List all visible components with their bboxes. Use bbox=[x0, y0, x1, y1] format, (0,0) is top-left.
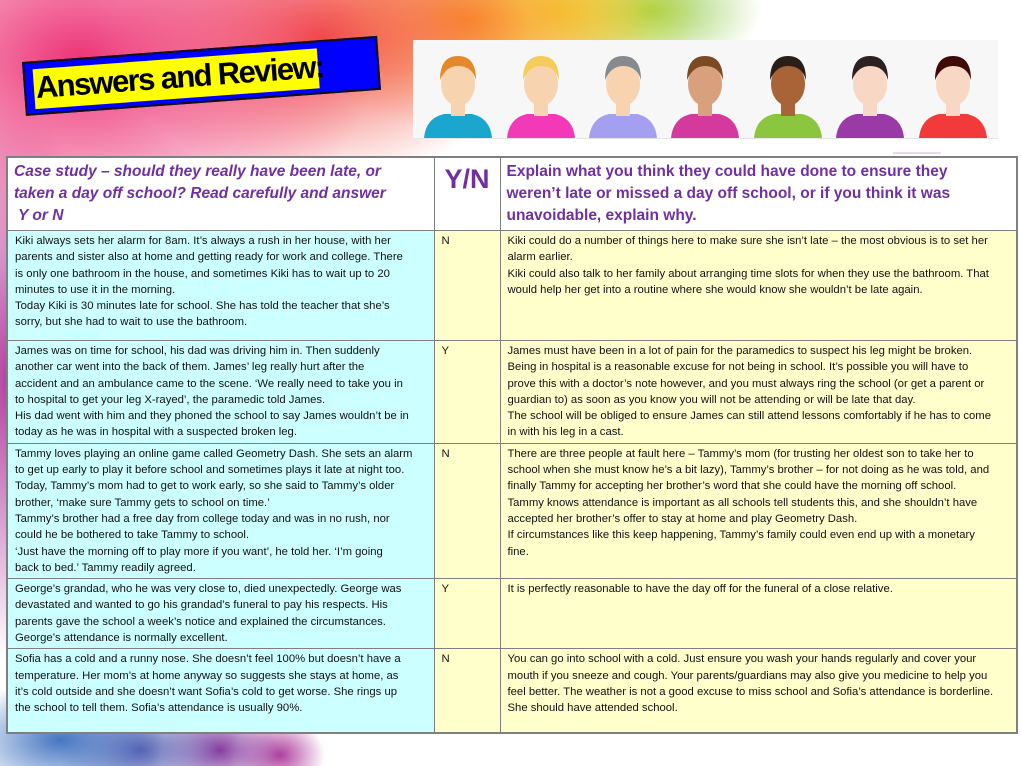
case-text-line: Tammy’s brother had a free day from college today and was in no rush, nor bbox=[15, 512, 390, 525]
case-study-cell bbox=[7, 443, 434, 578]
explanation-text-line: prove this with a doctor’s note however, and you must always ring the school (or get a parent or bbox=[507, 377, 985, 390]
explanation-text-line: accepted her brother’s offer to stay at home and play Geometry Dash. bbox=[507, 512, 858, 525]
explanation-text-line: If circumstances like this keep happening, Tammy’s family could even end up with a monetary bbox=[507, 529, 975, 542]
explanation-text-line: Kiki could do a number of things here to make sure she isn’t late – the most obvious is to set her bbox=[507, 235, 988, 247]
explanation-text-line: fine. bbox=[507, 545, 529, 558]
explanation-text-line: She should have attended school. bbox=[507, 702, 678, 715]
explanation-cell bbox=[500, 443, 1017, 578]
avatar-man-beard-icon bbox=[750, 44, 826, 138]
case-text-line: to hospital to get your leg X-rayed’, the paramedic told James. bbox=[15, 393, 326, 406]
case-text-line: sorry, but she had to wait to use the bathroom. bbox=[15, 316, 248, 329]
case-text-line: George’s grandad, who he was very close to, died unexpectedly. George was bbox=[15, 583, 402, 596]
case-text-line: minutes to use it in the morning. bbox=[15, 283, 176, 296]
table-header-row bbox=[7, 157, 1017, 231]
case-study-cell bbox=[7, 579, 434, 649]
case-text-line: it’s cold outside and she doesn’t want Sofia’s cold to get worse. She rings up bbox=[15, 685, 398, 698]
case-text-line: Tammy loves playing an online game called Geometry Dash. She sets an alarm bbox=[15, 447, 413, 460]
explanation-cell bbox=[500, 341, 1017, 444]
table-row-james bbox=[7, 341, 1017, 444]
avatar-woman-braid-icon bbox=[832, 44, 908, 138]
case-text-line: is only one bathroom in the house, and sometimes Kiki has to wait up to 20 bbox=[15, 267, 390, 280]
case-text-line: back to bed.’ Tammy readily agreed. bbox=[15, 561, 196, 574]
explanation-text-line: school when she must know he’s a bit lazy), Tammy’s brother – for not doing as he was told, and bbox=[507, 464, 990, 477]
avatar-girl-hijab-earphones-icon bbox=[503, 44, 579, 138]
case-text-line: parents gave the school a week’s notice and explained the circumstances. bbox=[15, 615, 386, 628]
case-text-line: ‘Just have the morning off to play more if you want’, he told her. ‘I’m going bbox=[15, 545, 383, 558]
avatar-boy-orange-hair-icon bbox=[420, 44, 496, 138]
header-line: Case study – should they really have been late, or bbox=[14, 163, 381, 180]
avatar-woman-brown-hair-icon bbox=[667, 44, 743, 138]
avatar-woman-glasses-icon bbox=[915, 44, 991, 138]
case-study-cell bbox=[7, 341, 434, 444]
explanation-cell bbox=[500, 579, 1017, 649]
case-text-line: His dad went with him and they phoned the school to say James wouldn’t be in bbox=[15, 410, 409, 423]
case-text-line: Today, Tammy’s mom had to get to work early, so she said to Tammy’s older bbox=[15, 480, 395, 493]
table-row-tammy bbox=[7, 443, 1017, 578]
header-line: Explain what you think they could have done to ensure they bbox=[506, 163, 948, 180]
case-text-line: parents and sister also at home and getting ready for work and college. There bbox=[15, 251, 403, 264]
table-row-kiki bbox=[7, 231, 1017, 341]
explanation-text-line: There are three people at fault here – Tammy’s mom (for trusting her oldest son to take her to bbox=[507, 447, 974, 460]
explanation-text-line: You can go into school with a cold. Just ensure you wash your hands regularly and cover your bbox=[507, 653, 977, 666]
avatar-strip bbox=[413, 40, 998, 139]
explanation-cell bbox=[500, 231, 1017, 341]
explanation-text-line: James must have been in a lot of pain for the paramedics to suspect his leg might be broken. bbox=[507, 345, 973, 357]
page-title: Answers and Review: bbox=[34, 48, 325, 106]
decorative-line bbox=[893, 152, 941, 154]
header-line: Y or N bbox=[14, 207, 64, 224]
header-yn: Y/N bbox=[434, 157, 500, 231]
header-case-study bbox=[7, 157, 434, 231]
case-text-line: Kiki always sets her alarm for 8am. It’s always a rush in her house, with her bbox=[15, 235, 391, 247]
case-study-table-wrapper bbox=[6, 156, 1016, 734]
header-explain bbox=[500, 157, 1017, 231]
case-text-line: temperature. Her mom’s at home anyway so suggests she stays at home, as bbox=[15, 669, 399, 682]
avatar-man-grey-hair-tie-icon bbox=[585, 44, 661, 138]
case-text-line: brother, ‘make sure Tammy gets to school on time.’ bbox=[15, 496, 270, 509]
explanation-text-line: in with his leg in a cast. bbox=[507, 426, 624, 439]
table-row-sofia bbox=[7, 649, 1017, 733]
case-text-line: could he be bothered to take Tammy to school. bbox=[15, 529, 250, 542]
case-text-line: accident and an ambulance came to the scene. ‘We really need to take you in bbox=[15, 377, 403, 390]
case-text-line: another car went into the back of them. James’ leg really hurt after the bbox=[15, 361, 365, 374]
case-text-line: to get up early to play it before school and sometimes plays it late at night too. bbox=[15, 464, 405, 477]
case-text-line: devastated and wanted to go his grandad’s funeral to pay his respects. His bbox=[15, 599, 388, 612]
case-study-table bbox=[6, 156, 1018, 734]
header-line: taken a day off school? Read carefully and answer bbox=[14, 185, 386, 202]
case-text-line: the school to tell them. Sofia’s attendance is usually 90%. bbox=[15, 702, 303, 715]
explanation-text-line: Kiki could also talk to her family about arranging time slots for when they use the bathroom. That bbox=[507, 267, 989, 280]
case-text-line: today as he was in hospital with a suspected broken leg. bbox=[15, 426, 297, 439]
explanation-text-line: Tammy knows attendance is important as all schools tell students this, and she shouldn’t have bbox=[507, 496, 978, 509]
answer-cell: N bbox=[434, 231, 500, 341]
explanation-text-line: finally Tammy for accepting her brother’s word that she could have the morning off school. bbox=[507, 480, 957, 493]
case-text-line: James was on time for school, his dad was driving him in. Then suddenly bbox=[15, 345, 380, 357]
case-text-line: Sofia has a cold and a runny nose. She doesn’t feel 100% but doesn’t have a bbox=[15, 653, 401, 666]
explanation-text-line: guardian to) as soon as you know you will not be attending or will be late that day. bbox=[507, 393, 916, 406]
header-line: weren’t late or missed a day off school, or if you think it was bbox=[506, 185, 951, 202]
explanation-text-line: The school will be obliged to ensure James can still attend lessons comfortably if he has to come bbox=[507, 410, 992, 423]
answer-cell: N bbox=[434, 443, 500, 578]
explanation-text-line: Being in hospital is a reasonable excuse for not being in school. It’s possible you will have to bbox=[507, 361, 969, 374]
case-text-line: Today Kiki is 30 minutes late for school. She has told the teacher that she’s bbox=[15, 300, 390, 313]
case-text-line: George’s attendance is normally excellent. bbox=[15, 632, 228, 645]
answer-cell: N bbox=[434, 649, 500, 733]
answer-cell: Y bbox=[434, 579, 500, 649]
case-study-cell bbox=[7, 231, 434, 341]
header-line: unavoidable, explain why. bbox=[506, 207, 697, 224]
explanation-text-line: It is perfectly reasonable to have the day off for the funeral of a close relative. bbox=[507, 583, 893, 596]
explanation-text-line: mouth if you sneeze and cough. Your parents/guardians may also give you medicine to help you bbox=[507, 669, 988, 682]
case-study-cell bbox=[7, 649, 434, 733]
explanation-text-line: would help her get into a routine where she would know she wouldn’t be late again. bbox=[507, 283, 923, 296]
table-row-george bbox=[7, 579, 1017, 649]
explanation-cell bbox=[500, 649, 1017, 733]
answer-cell: Y bbox=[434, 341, 500, 444]
explanation-text-line: feel better. The weather is not a good excuse to miss school and Sofia’s attendance is borderline. bbox=[507, 685, 994, 698]
explanation-text-line: alarm earlier. bbox=[507, 251, 573, 264]
